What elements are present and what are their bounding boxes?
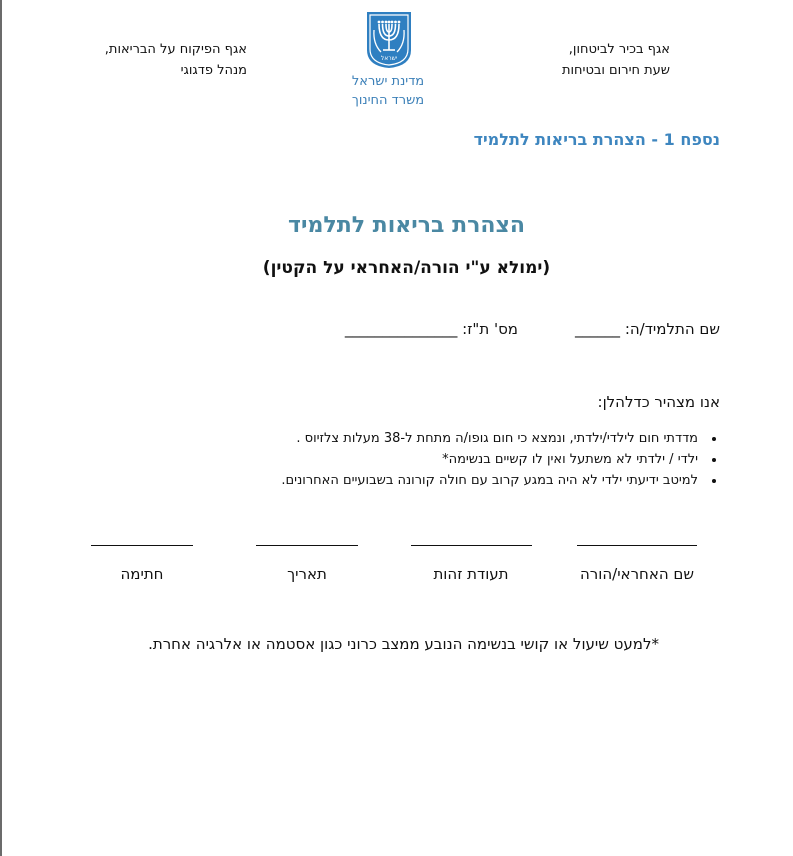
guardian-name-line[interactable] xyxy=(577,545,697,546)
list-item: • מדדתי חום לילדי/ילדתי, ונמצא כי חום גופו/ה מתחת ל-38 מעלות צלזיוס . xyxy=(281,428,702,449)
ministry-line1: מדינת ישראל xyxy=(351,74,425,89)
declaration-list xyxy=(281,428,720,491)
page-subtitle: (ימולא ע"י הורה/האחראי על הקטין) xyxy=(262,258,551,278)
header-left-line2: מנהל פדגוגי xyxy=(180,63,247,78)
header-right-org xyxy=(562,39,670,81)
id-number-field[interactable]: מס' ת"ז: _______________ xyxy=(344,320,518,338)
page-left-border xyxy=(0,0,2,856)
header-left-line1: אגף הפיקוח על הבריאות, xyxy=(104,42,247,57)
header-right-line1: אגף בכיר לביטחון, xyxy=(568,42,670,57)
footnote: *למעט שיעול או קושי בנשימה הנובע ממצב כרוני כגון אסטמה או אלרגיה אחרת. xyxy=(148,635,659,653)
appendix-title: נספח 1 - הצהרת בריאות לתלמיד xyxy=(473,130,720,149)
ministry-line2: משרד החינוך xyxy=(351,93,425,108)
student-name-field[interactable]: שם התלמיד/ה: ______ xyxy=(575,320,720,338)
date-label: תאריך xyxy=(287,565,327,583)
page-title: הצהרת בריאות לתלמיד xyxy=(288,213,525,238)
emblem-inscription: ישראל xyxy=(380,55,398,62)
id-card-line[interactable] xyxy=(411,545,532,546)
signature-label: חתימה xyxy=(120,565,164,583)
header-left-org xyxy=(105,39,247,81)
state-emblem-icon xyxy=(365,10,413,70)
signature-line[interactable] xyxy=(91,545,193,546)
id-card-label: תעודת זהות xyxy=(433,565,509,583)
guardian-name-label: שם האחראי/הורה xyxy=(579,565,695,583)
header-right-line2: שעת חירום ובטיחות xyxy=(561,63,670,78)
list-item: • למיטב ידיעתי ילדי לא היה במגע קרוב עם חולה קורונה בשבועיים האחרונים. xyxy=(281,470,702,491)
list-item: • ילדי / ילדתי לא משתעל ואין לו קשיים בנשימה* xyxy=(281,449,702,470)
declaration-intro: אנו מצהיר כדלהלן: xyxy=(597,393,720,411)
date-line[interactable] xyxy=(256,545,358,546)
ministry-block xyxy=(300,72,476,110)
